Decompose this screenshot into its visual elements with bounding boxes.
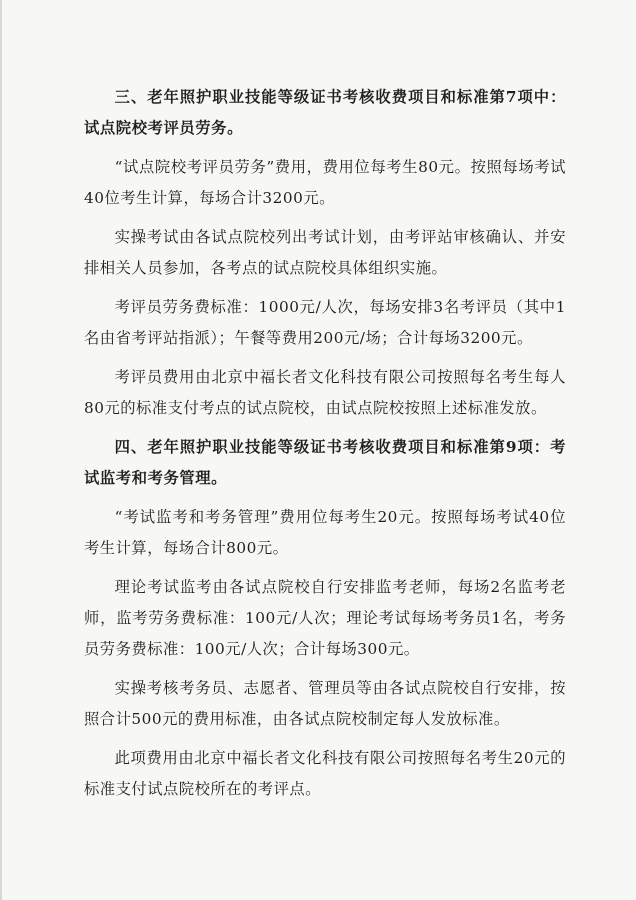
paragraph-4-4: 此项费用由北京中福长者文化科技有限公司按照每名考生20元的标准支付试点院校所在的考评点。 [84,749,566,798]
paragraph-4-1: “考试监考和考务管理”费用位每考生20元。按照每场考试40位考生计算，每场合计800元。 [84,508,566,557]
paragraph-3-4: 考评员费用由北京中福长者文化科技有限公司按照每名考生每人80元的标准支付考点的试点院校，由试点院校按照上述标准发放。 [84,368,566,417]
paragraph-4-3: 实操考核考务员、志愿者、管理员等由各试点院校自行安排，按照合计500元的费用标准，由各试点院校制定每人发放标准。 [84,679,566,728]
paragraph-3-2: 实操考试由各试点院校列出考试计划，由考评站审核确认、并安排相关人员参加，各考点的试点院校具体组织实施。 [84,228,566,277]
section-heading-3: 三、老年照护职业技能等级证书考核收费项目和标准第7项中：试点院校考评员劳务。 [84,88,566,137]
paragraph-3-3: 考评员劳务费标准：1000元/人次，每场安排3名考评员（其中1名由省考评站指派）；午餐等费用200元/场；合计每场3200元。 [84,298,566,347]
paragraph-3-1: “试点院校考评员劳务”费用，费用位每考生80元。按照每场考试40位考生计算，每场合计3200元。 [84,158,566,207]
section-heading-4: 四、老年照护职业技能等级证书考核收费项目和标准第9项：考试监考和考务管理。 [84,438,566,487]
scan-edge-divider [0,0,2,900]
paragraph-4-2: 理论考试监考由各试点院校自行安排监考老师，每场2名监考老师，监考劳务费标准：100元/人次；理论考试每场考务员1名，考务员劳务费标准：100元/人次；合计每场300元。 [84,578,566,658]
